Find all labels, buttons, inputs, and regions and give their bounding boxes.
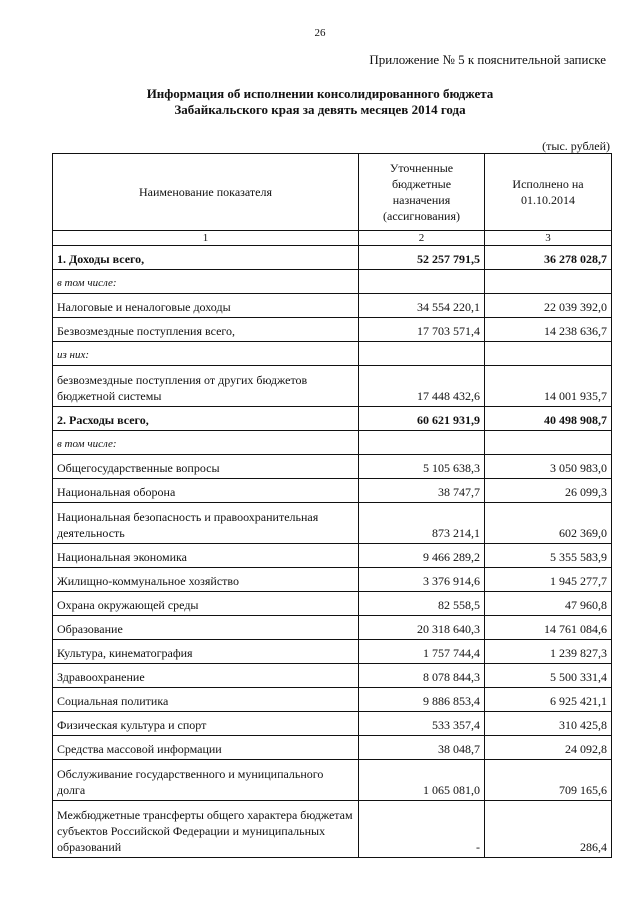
row-name: Безвозмездные поступления всего, <box>53 318 359 342</box>
units-note: (тыс. рублей) <box>542 139 610 153</box>
row-actual <box>485 431 612 455</box>
row-actual: 709 165,6 <box>485 760 612 801</box>
row-actual: 36 278 028,7 <box>485 246 612 270</box>
table-row <box>53 455 612 479</box>
title-line-1: Информация об исполнении консолидированного бюджета <box>146 86 494 101</box>
row-actual <box>485 342 612 366</box>
row-name: 1. Доходы всего, <box>53 246 359 270</box>
row-planned: 17 448 432,6 <box>359 366 485 407</box>
row-planned: 17 703 571,4 <box>359 318 485 342</box>
table-row <box>53 616 612 640</box>
table-row <box>53 503 612 544</box>
table-row <box>53 407 612 431</box>
row-actual: 1 945 277,7 <box>485 568 612 592</box>
header-name: Наименование показателя <box>53 154 359 231</box>
row-planned: - <box>359 801 485 858</box>
table-row <box>53 544 612 568</box>
row-planned: 34 554 220,1 <box>359 294 485 318</box>
title-line-2: Забайкальского края за девять месяцев 2014 года <box>174 102 466 117</box>
row-actual: 14 001 935,7 <box>485 366 612 407</box>
row-name: Налоговые и неналоговые доходы <box>53 294 359 318</box>
row-planned: 873 214,1 <box>359 503 485 544</box>
row-planned: 3 376 914,6 <box>359 568 485 592</box>
row-actual: 40 498 908,7 <box>485 407 612 431</box>
table-row <box>53 760 612 801</box>
row-planned: 1 757 744,4 <box>359 640 485 664</box>
header-actual: Исполнено на 01.10.2014 <box>485 154 612 231</box>
row-actual: 6 925 421,1 <box>485 688 612 712</box>
table-row <box>53 366 612 407</box>
row-actual: 47 960,8 <box>485 592 612 616</box>
header-planned: Уточненные бюджетные назначения (ассигнования) <box>359 154 485 231</box>
row-name: Национальная оборона <box>53 479 359 503</box>
table-row <box>53 270 612 294</box>
table-row <box>53 712 612 736</box>
row-name: в том числе: <box>53 431 359 455</box>
row-name: Культура, кинематография <box>53 640 359 664</box>
row-planned <box>359 270 485 294</box>
row-name: Обслуживание государственного и муниципального долга <box>53 760 359 801</box>
row-actual: 24 092,8 <box>485 736 612 760</box>
table-row <box>53 342 612 366</box>
column-number: 3 <box>485 231 612 246</box>
row-name: Социальная политика <box>53 688 359 712</box>
row-planned: 82 558,5 <box>359 592 485 616</box>
table-row <box>53 568 612 592</box>
table-header-row <box>53 154 612 231</box>
row-name: безвозмездные поступления от других бюджетов бюджетной системы <box>53 366 359 407</box>
row-actual: 1 239 827,3 <box>485 640 612 664</box>
table-row <box>53 592 612 616</box>
row-actual: 26 099,3 <box>485 479 612 503</box>
row-planned: 52 257 791,5 <box>359 246 485 270</box>
page-number: 26 <box>314 27 326 39</box>
row-planned: 8 078 844,3 <box>359 664 485 688</box>
row-actual: 14 761 084,6 <box>485 616 612 640</box>
table-row <box>53 640 612 664</box>
table-row <box>53 479 612 503</box>
row-planned: 38 747,7 <box>359 479 485 503</box>
column-numbers-row <box>53 231 612 246</box>
row-actual: 602 369,0 <box>485 503 612 544</box>
table-row <box>53 664 612 688</box>
column-number: 2 <box>359 231 485 246</box>
row-actual: 310 425,8 <box>485 712 612 736</box>
budget-table <box>52 153 612 858</box>
table-row <box>53 318 612 342</box>
row-planned: 533 357,4 <box>359 712 485 736</box>
appendix-note: Приложение № 5 к пояснительной записке <box>369 52 606 67</box>
table-row <box>53 688 612 712</box>
row-planned: 20 318 640,3 <box>359 616 485 640</box>
row-name: 2. Расходы всего, <box>53 407 359 431</box>
document-title <box>0 86 640 118</box>
row-name: Образование <box>53 616 359 640</box>
row-actual: 3 050 983,0 <box>485 455 612 479</box>
row-name: Физическая культура и спорт <box>53 712 359 736</box>
row-name: Средства массовой информации <box>53 736 359 760</box>
row-name: Национальная экономика <box>53 544 359 568</box>
row-actual: 5 500 331,4 <box>485 664 612 688</box>
row-name: в том числе: <box>53 270 359 294</box>
row-planned: 60 621 931,9 <box>359 407 485 431</box>
table-row <box>53 431 612 455</box>
table-row <box>53 736 612 760</box>
row-planned <box>359 431 485 455</box>
row-name: Общегосударственные вопросы <box>53 455 359 479</box>
row-actual: 5 355 583,9 <box>485 544 612 568</box>
row-planned: 9 466 289,2 <box>359 544 485 568</box>
row-name: Здравоохранение <box>53 664 359 688</box>
table-row <box>53 246 612 270</box>
row-actual <box>485 270 612 294</box>
row-actual: 286,4 <box>485 801 612 858</box>
table-row <box>53 801 612 858</box>
row-name: из них: <box>53 342 359 366</box>
row-actual: 22 039 392,0 <box>485 294 612 318</box>
column-number: 1 <box>53 231 359 246</box>
row-planned: 5 105 638,3 <box>359 455 485 479</box>
table-row <box>53 294 612 318</box>
row-planned: 9 886 853,4 <box>359 688 485 712</box>
row-actual: 14 238 636,7 <box>485 318 612 342</box>
row-planned: 38 048,7 <box>359 736 485 760</box>
row-name: Национальная безопасность и правоохранительная деятельность <box>53 503 359 544</box>
row-name: Жилищно-коммунальное хозяйство <box>53 568 359 592</box>
row-planned <box>359 342 485 366</box>
row-planned: 1 065 081,0 <box>359 760 485 801</box>
row-name: Межбюджетные трансферты общего характера бюджетам субъектов Российской Федерации и муниципальных образований <box>53 801 359 858</box>
row-name: Охрана окружающей среды <box>53 592 359 616</box>
